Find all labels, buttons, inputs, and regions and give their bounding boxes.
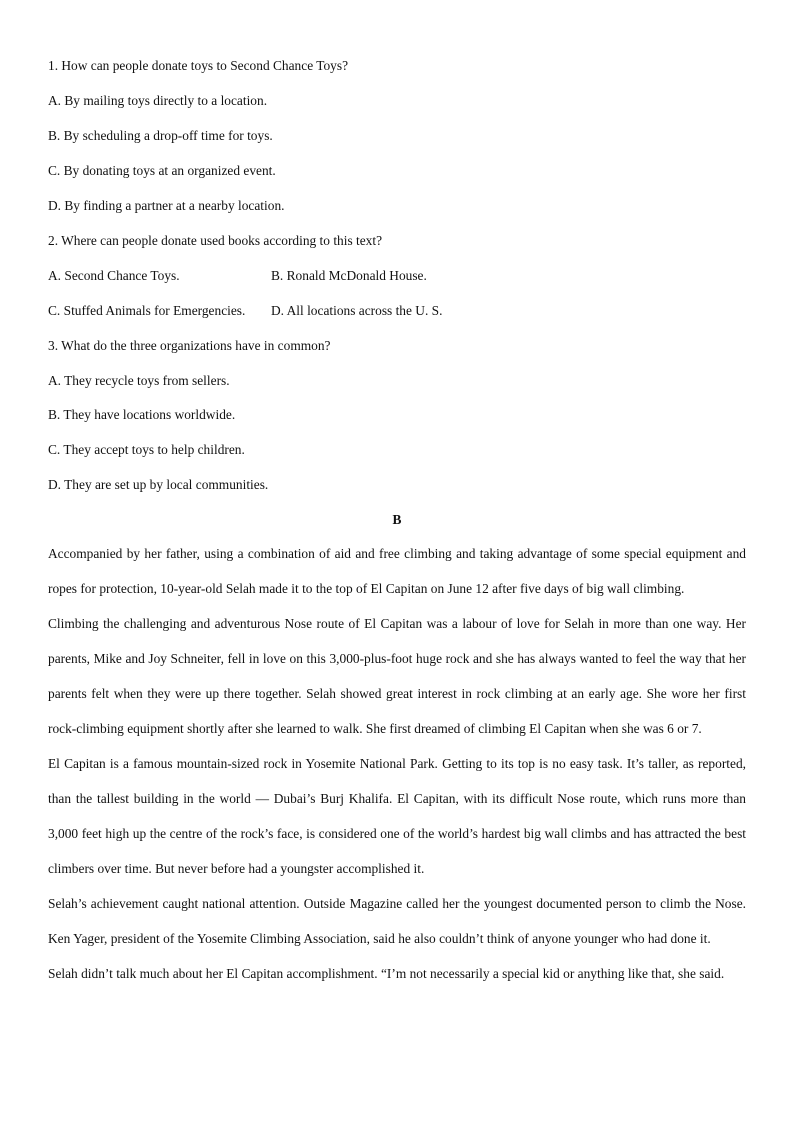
passage-paragraph: Climbing the challenging and adventurous Nose route of El Capitan was a labour of love for Selah in more than one way. Her parents, Mike and Joy Schneiter, fell in love on this 3,000-plus-foot huge rock and she has always wanted to feel the way that her parents felt when they were up there together. Selah showed great interest in rock climbing at an early age. She wore her first rock-climbing equipment shortly after she learned to walk. She first dreamed of climbing El Capitan when she was 6 or 7. <box>48 616 746 736</box>
passage-paragraph: Selah didn’t talk much about her El Capitan accomplishment. “I’m not necessarily a special kid or anything like that, she said. <box>48 966 725 981</box>
question-1-option-d: D. By finding a partner at a nearby location. <box>48 198 285 213</box>
question-3-option-d: D. They are set up by local communities. <box>48 477 269 492</box>
question-1-option-a: A. By mailing toys directly to a location. <box>48 93 268 108</box>
passage-paragraph: El Capitan is a famous mountain-sized rock in Yosemite National Park. Getting to its top is no easy task. It’s taller, as reported, than the tallest building in the world — Dubai’s Burj Khalifa. El Capitan, with its difficult Nose route, which runs more than 3,000 feet high up the centre of the rock’s face, is considered one of the world’s hardest big wall climbs and has attracted the best climbers over time. But never before had a youngster accomplished it. <box>48 756 746 876</box>
question-2-option-c: C. Stuffed Animals for Emergencies. <box>48 303 246 318</box>
question-1-option-c: C. By donating toys at an organized event. <box>48 163 276 178</box>
question-2-option-a: A. Second Chance Toys. <box>48 268 180 283</box>
question-3-option-a: A. They recycle toys from sellers. <box>48 373 230 388</box>
question-1-stem: 1. How can people donate toys to Second Chance Toys? <box>48 58 349 73</box>
question-2-option-b: B. Ronald McDonald House. <box>271 268 427 283</box>
question-3-stem: 3. What do the three organizations have in common? <box>48 338 331 353</box>
question-2-stem: 2. Where can people donate used books according to this text? <box>48 233 383 248</box>
question-3-option-c: C. They accept toys to help children. <box>48 442 245 457</box>
question-2-option-d: D. All locations across the U. S. <box>271 303 443 318</box>
section-b-title: B <box>392 512 402 527</box>
passage-paragraph: Accompanied by her father, using a combination of aid and free climbing and taking advantage of some special equipment and ropes for protection, 10-year-old Selah made it to the top of El Capitan on June 12 after five days of big wall climbing. <box>48 546 746 596</box>
passage-paragraph: Selah’s achievement caught national attention. Outside Magazine called her the youngest documented person to climb the Nose. Ken Yager, president of the Yosemite Climbing Association, said he also couldn’t think of anyone younger who had done it. <box>48 896 746 946</box>
question-3-option-b: B. They have locations worldwide. <box>48 407 236 422</box>
question-1-option-b: B. By scheduling a drop-off time for toys. <box>48 128 273 143</box>
section-b-passage <box>48 536 746 991</box>
